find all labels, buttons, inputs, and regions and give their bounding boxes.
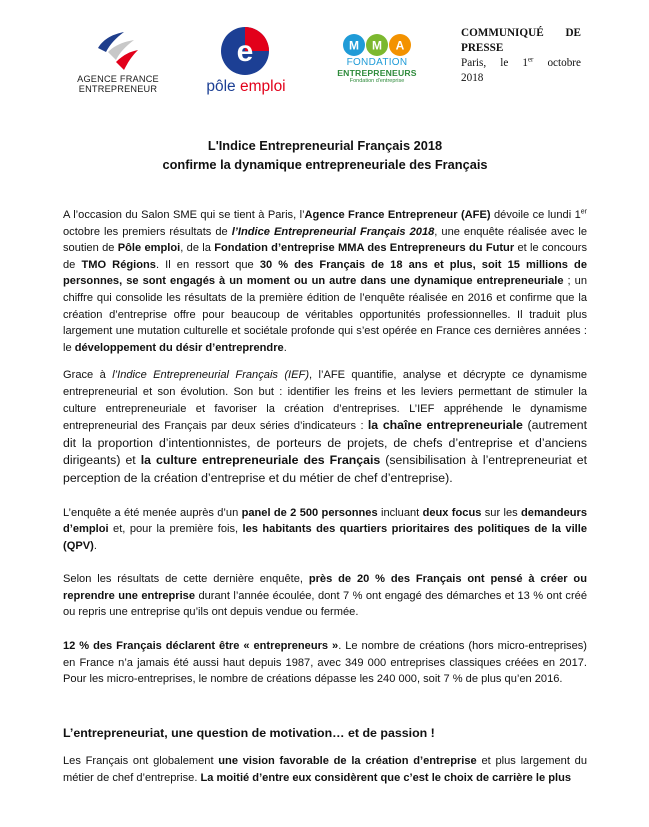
- afe-logo-line1: AGENCE FRANCE: [77, 74, 159, 84]
- mma-logo-line2: ENTREPRENEURS: [337, 68, 417, 78]
- press-release-header: [461, 26, 581, 86]
- paragraph-1: A l’occasion du Salon SME qui se tient à Paris, l’Agence France Entrepreneur (AFE) dévoile ce lundi 1er octobre les premiers résultats de l’Indice Entrepreneurial Français 2018, une enquête réalisée avec le soutien de Pôle emploi, de la Fondation d’entreprise MMA des Entrepreneurs du Futur et le concours de TMO Régions. Il en ressort que 30 % des Français de 18 ans et plus, soit 15 millions de personnes, se sont engagés à un moment ou un autre dans une dynamique entrepreneuriale ; un chiffre qui consolide les résultats de la première édition de l’enquête réalisée en 2016 et confirme que la création d’entreprise offre pour beaucoup de véritables opportunités professionnelles. Il traduit plus largement une mutation culturelle et sociétale profonde qui s’est opérée en France ces dernières années : le développement du désir d’entreprendre.: [63, 208, 587, 354]
- mma-logo-line3: Fondation d'entreprise: [349, 78, 405, 84]
- mma-foundation-logo: [336, 33, 418, 95]
- title-line-1: L'Indice Entrepreneurial Français 2018: [207, 138, 443, 153]
- pole-emploi-wordmark: pôle emploi: [206, 78, 286, 95]
- afe-logo-line2: ENTREPRENEUR: [78, 84, 158, 94]
- paragraph-2: Grace à l’Indice Entrepreneurial Français (IEF), l’AFE quantifie, analyse et décrypte ce dynamisme entrepreneurial et son évolution. Son but : identifier les freins et les leviers permettant de stimuler la culture entrepreneuriale et favoriser la création d’entreprises. L’IEF appréhende le dynamisme entrepreneurial des Français par deux séries d’indicateurs : la chaîne entrepreneuriale (autrement dit la proportion d’intentionnistes, de porteurs de projets, de chefs d’entreprise et d’anciens dirigeants) et la culture entrepreneuriale des Français (sensibilisation à l’entrepreneuriat et perception de la création d’entreprise et du métier de chef d’entreprise).: [63, 369, 587, 485]
- title-line-2: confirme la dynamique entrepreneuriale des Français: [162, 157, 488, 172]
- afe-flag-icon: [94, 30, 138, 70]
- header-year: 2018: [461, 72, 484, 84]
- mma-letter-1: M: [349, 38, 359, 53]
- mma-logo-line1: FONDATION: [346, 57, 408, 68]
- pole-emploi-logo: [200, 26, 292, 98]
- afe-logo: [76, 28, 160, 98]
- mma-bubbles-icon: [342, 33, 412, 57]
- document-title: [60, 136, 590, 174]
- header-word-communique: COMMUNIQUÉ: [461, 27, 544, 39]
- section-heading: L’entrepreneuriat, une question de motivation… et de passion !: [63, 725, 435, 740]
- header-date: Paris, le 1er octobre: [461, 55, 581, 69]
- pole-emploi-mark: e: [236, 35, 254, 68]
- pole-emploi-e-icon: [220, 26, 270, 76]
- paragraph-3: L’enquête a été menée auprès d’un panel de 2 500 personnes incluant deux focus sur les demandeurs d’emploi et, pour la première fois, les habitants des quartiers prioritaires des politiques de la ville (QPV).: [63, 506, 587, 552]
- header-word-presse: PRESSE: [461, 42, 504, 54]
- paragraph-5: 12 % des Français déclarent être « entrepreneurs ». Le nombre de créations (hors micro-entreprises) en France n’a jamais été aussi haut depuis 1987, avec 349 000 entreprises classiques créées en 2017. Pour les micro-entreprises, le nombre de créations dépasse les 240 000, soit 7 % de plus qu’en 2016.: [63, 640, 587, 686]
- header-word-de: DE: [565, 27, 581, 39]
- paragraph-4: Selon les résultats de cette dernière enquête, près de 20 % des Français ont pensé à créer ou reprendre une entreprise durant l’année écoulée, dont 7 % ont engagé des démarches et 13 % ont créé ou repris une entreprise qu’ils ont depuis vendue ou fermée.: [63, 573, 587, 619]
- paragraph-6: Les Français ont globalement une vision favorable de la création d’entreprise et plus largement du métier de chef d’entreprise. La moitié d’entre eux considèrent que c’est le choix de carrière le plus: [63, 755, 587, 785]
- mma-letter-2: M: [372, 38, 382, 53]
- mma-letter-3: A: [395, 38, 405, 53]
- document-body: [63, 207, 587, 787]
